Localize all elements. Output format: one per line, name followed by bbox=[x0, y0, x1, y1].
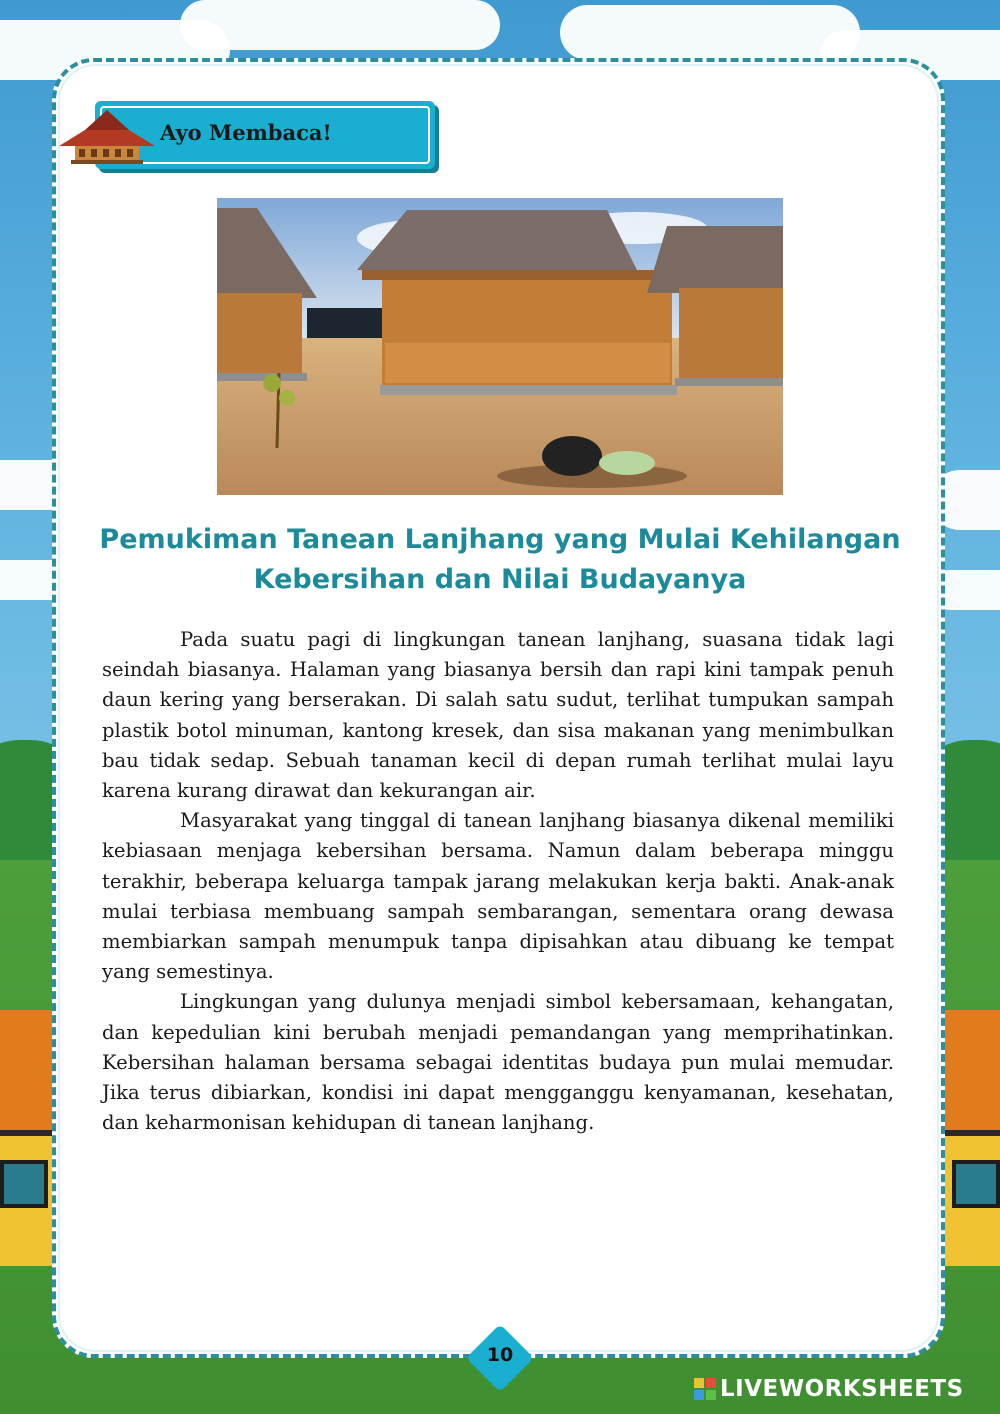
section-tab-label: Ayo Membaca! bbox=[160, 120, 332, 145]
house-left-window bbox=[0, 1160, 48, 1208]
article-body bbox=[102, 625, 894, 1138]
paragraph-1: Pada suatu pagi di lingkungan tanean lanjhang, suasana tidak lagi seindah biasanya. Halaman yang biasanya bersih dan rapi kini tampak penuh daun kering yang berserakan. Di salah satu sudut, terlihat tumpukan sampah plastik botol minuman, kantong kresek, dan sisa makanan yang menimbulkan bau tidak sedap. Sebuah tanaman kecil di depan rumah terlihat mulai layu karena kurang dirawat dan kekurangan air. bbox=[102, 628, 894, 803]
house-right-window bbox=[952, 1160, 1000, 1208]
watermark: LIVEWORKSHEETS bbox=[720, 1376, 964, 1402]
page-number: 10 bbox=[486, 1344, 514, 1366]
article-title-line-1: Pemukiman Tanean Lanjhang yang Mulai Kehilangan bbox=[99, 524, 901, 555]
cloud bbox=[560, 5, 860, 60]
paragraph-2: Masyarakat yang tinggal di tanean lanjhang biasanya dikenal memiliki kebiasaan menjaga kebersihan bersama. Namun dalam beberapa minggu terakhir, beberapa keluarga tampak jarang melakukan kerja bakti. Anak-anak mulai terbiasa membuang sampah sembarangan, sementara orang dewasa membiarkan sampah menumpuk tanpa dipisahkan atau dibuang ke tempat yang semestinya. bbox=[102, 809, 894, 984]
paragraph-3: Lingkungan yang dulunya menjadi simbol kebersamaan, kehangatan, dan kepedulian kini berubah menjadi pemandangan yang memprihatinkan. Kebersihan halaman bersama sebagai identitas budaya pun mulai memudar. Jika terus dibiarkan, kondisi ini dapat mengganggu kenyamanan, kesehatan, dan keharmonisan kehidupan di tanean lanjhang. bbox=[102, 990, 894, 1135]
liveworksheets-logo-icon bbox=[694, 1378, 716, 1400]
cloud bbox=[180, 0, 500, 50]
article-title-line-2: Kebersihan dan Nilai Budayanya bbox=[253, 564, 747, 595]
article-title bbox=[60, 520, 940, 600]
traditional-house-icon bbox=[57, 108, 157, 168]
village-photo bbox=[217, 198, 783, 495]
